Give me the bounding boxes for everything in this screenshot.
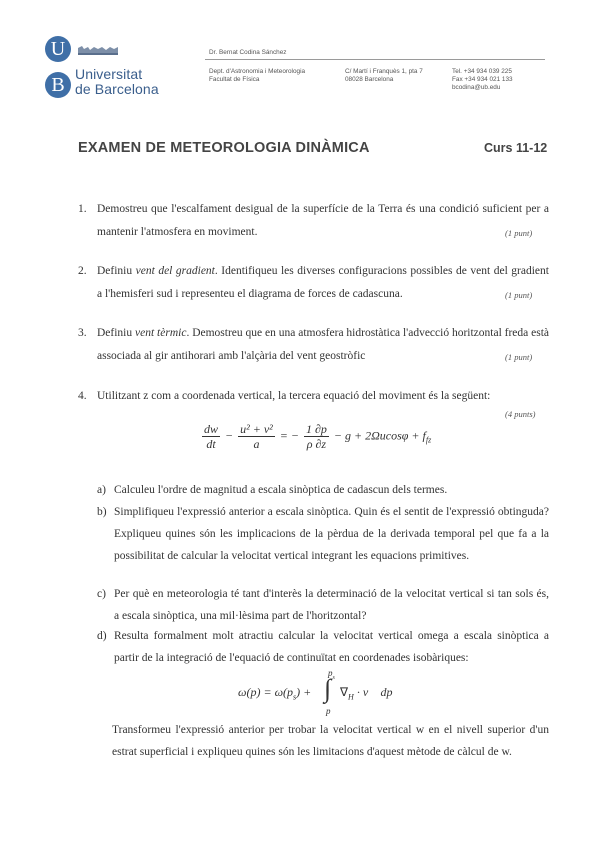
integrand-sub: H	[348, 692, 354, 702]
address-line2: 08028 Barcelona	[345, 76, 394, 83]
subitem-a-text: Calculeu l'ordre de magnitud a escala sinòptica de cadascun dels termes.	[114, 484, 448, 496]
subitem-b-text: Simplifiqueu l'expressió anterior a escala sinòptica. Quin és el sentit de l'expressió obtinguda? Expliqueu quines són les implicacions de la pèrdua de la derivada temporal pel que fa a la possibilitat de calcular la velocitat vertical integrant les equacions primitives.	[114, 506, 549, 562]
upper-limit-text: p	[328, 668, 333, 678]
omega-lhs-sub: s	[293, 692, 297, 702]
fraction-denominator: dt	[206, 437, 216, 451]
university-name-line1: Universitat	[75, 66, 143, 82]
question-3-term: vent tèrmic	[135, 327, 187, 339]
integrand-rest: · v⃗ dp	[353, 685, 393, 699]
logo-letter-b: B	[45, 72, 71, 98]
department-line1: Dept. d'Astronomia i Meteorologia	[209, 68, 306, 75]
integrand-nabla: ∇	[340, 685, 349, 699]
omega-integrand	[340, 685, 392, 701]
university-name	[75, 67, 159, 97]
contact-tel: Tel. +34 934 039 225	[452, 68, 512, 75]
question-2-text-before: Definiu	[97, 265, 136, 277]
question-1-points: (1 punt)	[505, 228, 533, 238]
question-3-points: (1 punt)	[505, 352, 533, 362]
equation-equals: = −	[279, 428, 299, 443]
exam-title: EXAMEN DE METEOROLOGIA DINÀMICA	[78, 140, 370, 156]
fraction-denominator: ρ ∂z	[306, 437, 327, 451]
question-3-text-before: Definiu	[97, 327, 136, 339]
subitem-label: c)	[97, 588, 106, 600]
omega-lhs-text: ω(p) = ω(p	[238, 685, 294, 699]
author-name: Dr. Bernat Codina Sánchez	[209, 49, 287, 56]
university-name-line2: de Barcelona	[75, 81, 159, 97]
department-block	[209, 68, 305, 84]
momentum-equation	[200, 422, 431, 451]
omega-lhs	[238, 685, 311, 701]
question-2-text	[97, 260, 549, 306]
exam-course: Curs 11-12	[484, 141, 548, 155]
subitem-label: b)	[97, 506, 107, 518]
question-2-text-after: . Identifiqueu les diverses configuracions possibles de vent del gradient a l'hemisferi sud i representeu el diagrama de forces de cadascuna.	[97, 265, 549, 300]
question-3-text	[97, 322, 549, 368]
subitem-label: a)	[97, 484, 106, 496]
question-3-text-after: . Demostreu que en una atmosfera hidrostàtica l'advecció horitzontal freda està associada al gir antihorari amb l'alçària del vent geostròfic	[97, 327, 550, 362]
integral-sign-icon: ∫	[324, 674, 332, 703]
equation-fraction-pressure	[304, 422, 329, 451]
question-4-points: (4 punts)	[505, 409, 536, 419]
department-line2: Facultat de Física	[209, 76, 260, 83]
question-4-closing-text: Transformeu l'expressió anterior per trobar la velocitat vertical w en el nivell superior d'un estrat superficial i expliqueu quines són les limitacions d'aquest mètode de càlcul de w.	[112, 724, 549, 758]
address-block	[345, 68, 423, 84]
fraction-numerator: u² + v²	[240, 422, 273, 436]
upper-limit-sub: s	[332, 674, 335, 681]
address-line1: C/ Martí i Franquès 1, pta 7	[345, 68, 423, 75]
contact-email: bcodina@ub.edu	[452, 84, 501, 91]
subitem-d-text: Resulta formalment molt atractiu calcular la velocitat vertical omega a escala sinòptica a partir de la integració de l'equació de continuïtat en coordenades isobàriques:	[114, 630, 549, 664]
question-1-text: Demostreu que l'escalfament desigual de la superfície de la Terra és una condició suficient per a mantenir l'atmosfera en moviment.	[97, 203, 549, 238]
university-seal-icon	[76, 44, 120, 56]
equation-minus: −	[225, 428, 234, 443]
question-number: 1.	[78, 203, 87, 215]
logo-letter-u: U	[45, 36, 71, 62]
question-number: 3.	[78, 327, 87, 339]
subitem-label: d)	[97, 630, 107, 642]
question-2-points: (1 punt)	[505, 290, 533, 300]
integral-lower-limit: p	[326, 706, 331, 716]
omega-lhs-close: ) +	[296, 685, 312, 699]
question-number: 4.	[78, 390, 87, 402]
fraction-numerator: dw	[204, 422, 219, 436]
question-number: 2.	[78, 265, 87, 277]
fraction-numerator: 1 ∂p	[305, 422, 327, 436]
equation-fraction-dwdt	[202, 422, 220, 451]
contact-fax: Fax +34 934 021 133	[452, 76, 513, 83]
equation-rest-subscript: fz	[425, 435, 432, 445]
header-divider	[205, 59, 545, 60]
subitem-c-text: Per què en meteorologia té tant d'interès la determinació de la velocitat vertical si tan sols és, a escala sinòptica, una mil·lèsima part de l'horitzontal?	[114, 588, 549, 622]
contact-block	[452, 68, 513, 92]
equation-rest: − g + 2Ωucosφ + f	[333, 428, 426, 443]
question-2-term: vent del gradient	[135, 265, 215, 277]
equation-fraction-curvature	[238, 422, 275, 451]
fraction-denominator: a	[253, 437, 260, 451]
question-4-text: Utilitzant z com a coordenada vertical, la tercera equació del moviment és la següent:	[97, 390, 491, 402]
